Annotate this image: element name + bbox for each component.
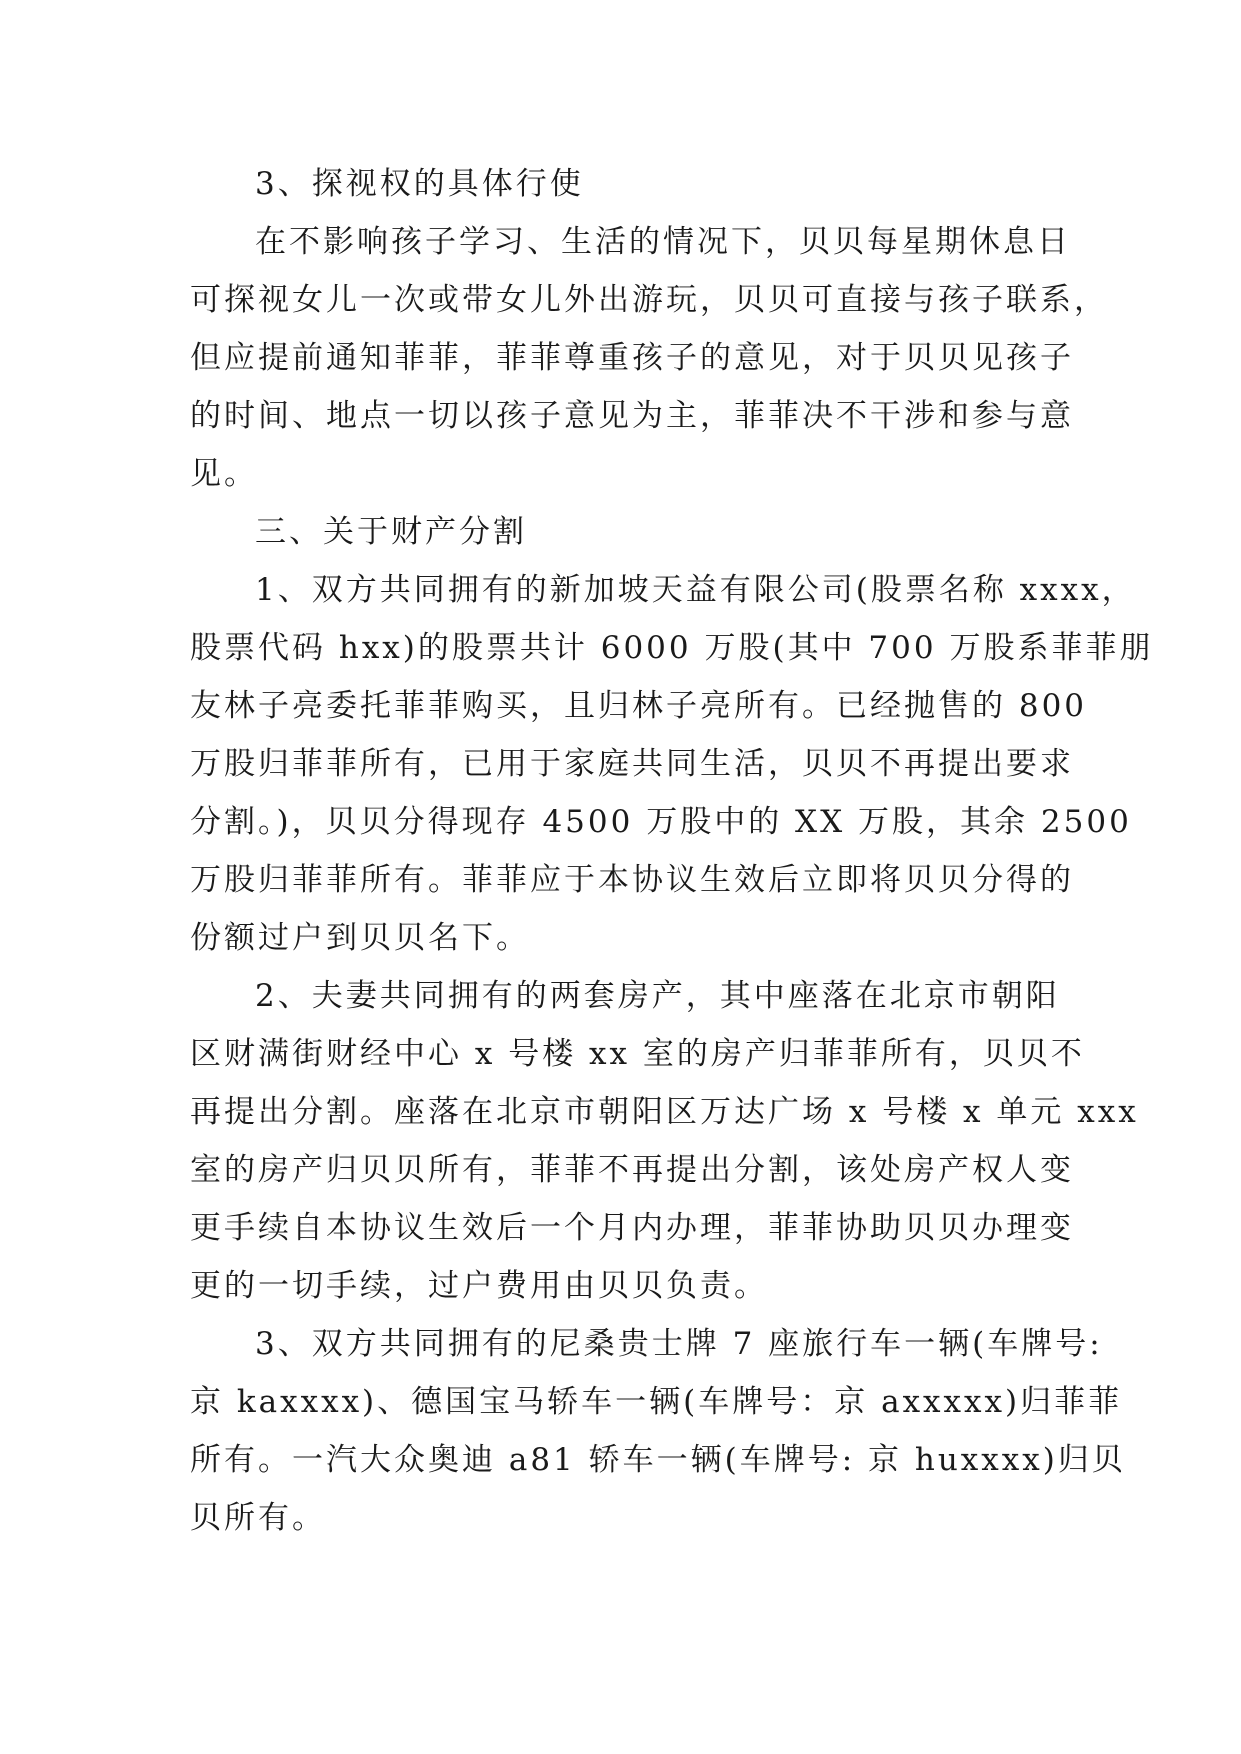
paragraph-line: 更手续自本协议生效后一个月内办理，菲菲协助贝贝办理变 <box>190 1210 1074 1246</box>
paragraph-line: 3、双方共同拥有的尼桑贵士牌 7 座旅行车一辆(车牌号: <box>255 1326 1103 1362</box>
paragraph-line: 友林子亮委托菲菲购买，且归林子亮所有。已经抛售的 800 <box>190 688 1088 724</box>
paragraph-line: 但应提前通知菲菲，菲菲尊重孩子的意见，对于贝贝见孩子 <box>190 340 1074 376</box>
paragraph-line: 京 kaxxxx)、德国宝马轿车一辆(车牌号：京 axxxxx)归菲菲 <box>190 1384 1123 1420</box>
paragraph-line: 万股归菲菲所有，已用于家庭共同生活，贝贝不再提出要求 <box>190 746 1074 782</box>
paragraph-line: 贝所有。 <box>190 1500 326 1536</box>
property-section-title: 三、关于财产分割 <box>255 514 527 550</box>
property-clause-3 <box>190 1315 1126 1547</box>
paragraph-line: 2、夫妻共同拥有的两套房产，其中座落在北京市朝阳 <box>255 978 1060 1014</box>
property-clause-1 <box>190 561 1154 967</box>
paragraph-line: 的时间、地点一切以孩子意见为主，菲菲决不干涉和参与意 <box>190 398 1074 434</box>
property-clause-2 <box>190 967 1139 1315</box>
paragraph-line: 万股归菲菲所有。菲菲应于本协议生效后立即将贝贝分得的 <box>190 862 1074 898</box>
paragraph-line: 1、双方共同拥有的新加坡天益有限公司(股票名称 xxxx， <box>255 572 1136 608</box>
paragraph-line: 见。 <box>190 456 258 492</box>
paragraph-line: 在不影响孩子学习、生活的情况下，贝贝每星期休息日 <box>255 224 1071 260</box>
document-body <box>190 155 1154 1547</box>
paragraph-line: 室的房产归贝贝所有，菲菲不再提出分割，该处房产权人变 <box>190 1152 1074 1188</box>
paragraph-line: 更的一切手续，过户费用由贝贝负责。 <box>190 1268 768 1304</box>
paragraph-line: 份额过户到贝贝名下。 <box>190 920 530 956</box>
paragraph-line: 再提出分割。座落在北京市朝阳区万达广场 x 号楼 x 单元 xxx <box>190 1094 1139 1130</box>
paragraph-line: 所有。一汽大众奥迪 a81 轿车一辆(车牌号: 京 huxxxx)归贝 <box>190 1442 1126 1478</box>
paragraph-line: 股票代码 hxx)的股票共计 6000 万股(其中 700 万股系菲菲朋 <box>190 630 1154 666</box>
paragraph-line: 区财满街财经中心 x 号楼 xx 室的房产归菲菲所有，贝贝不 <box>190 1036 1085 1072</box>
visitation-heading: 3、探视权的具体行使 <box>255 166 584 202</box>
paragraph-line: 分割。)，贝贝分得现存 4500 万股中的 XX 万股，其余 2500 <box>190 804 1132 840</box>
paragraph-line: 可探视女儿一次或带女儿外出游玩，贝贝可直接与孩子联系， <box>190 282 1108 318</box>
visitation-paragraph <box>190 213 1108 503</box>
